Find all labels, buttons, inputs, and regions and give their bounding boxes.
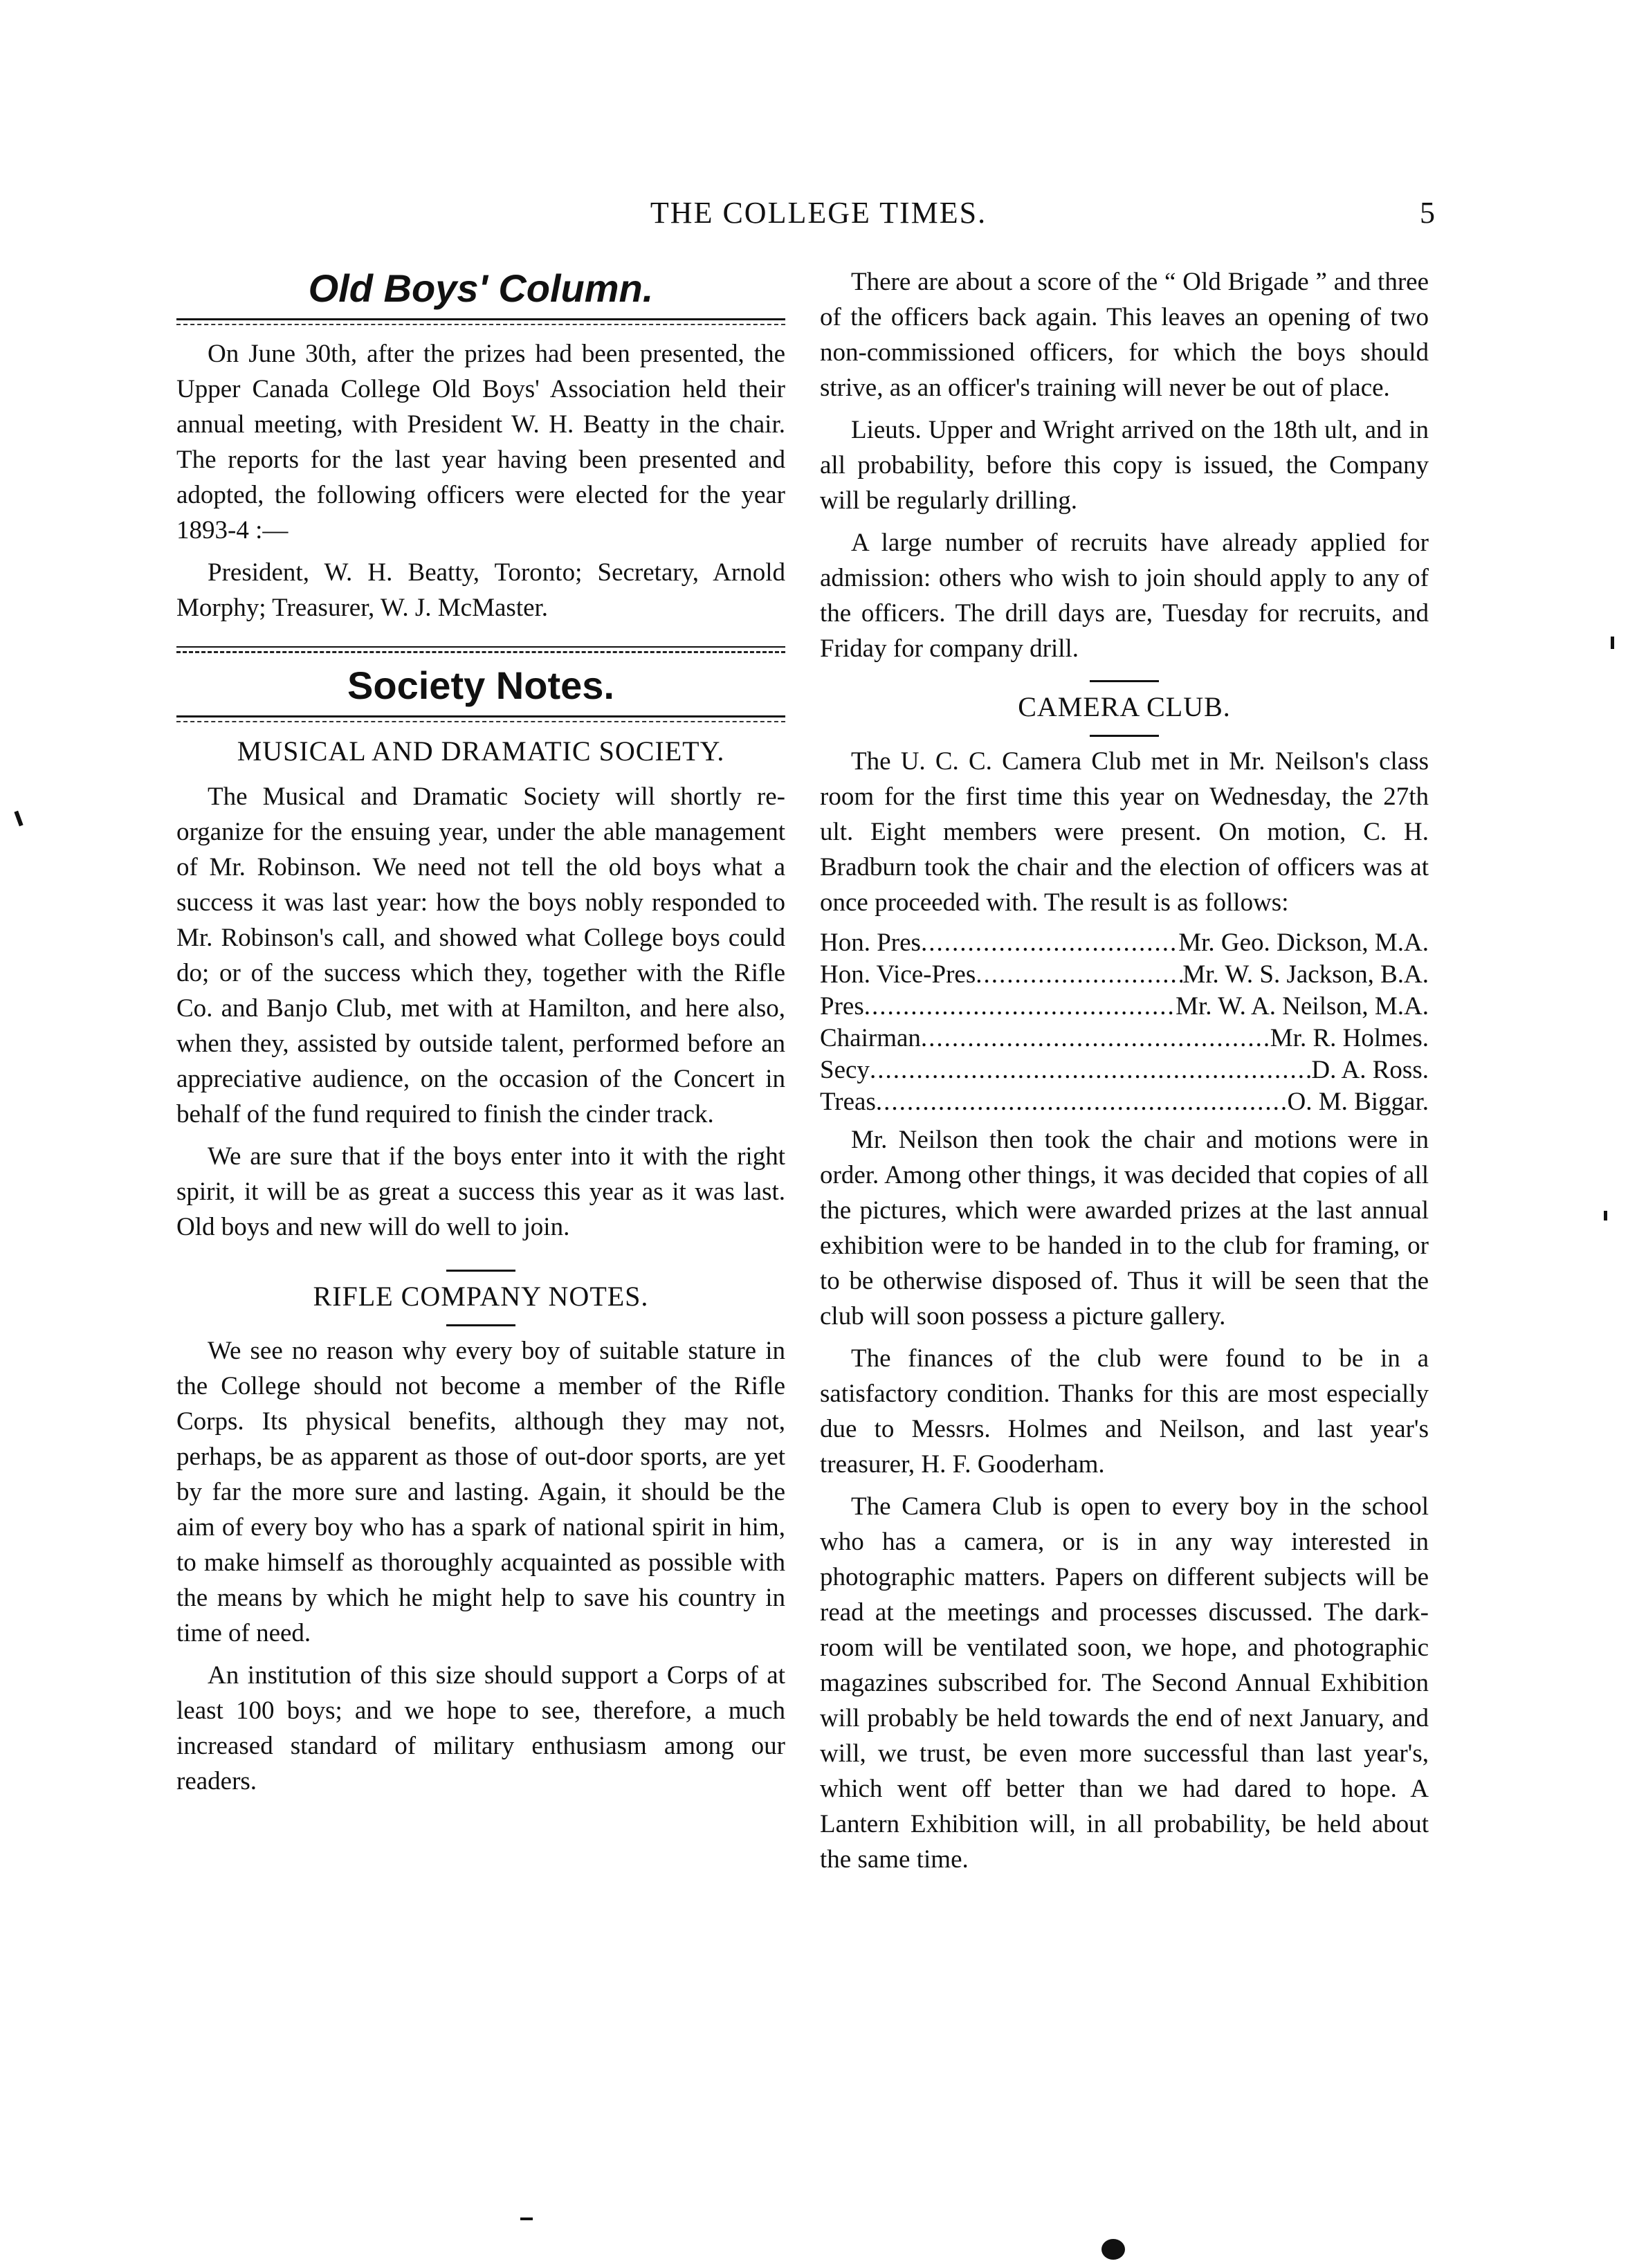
officer-name: D. A. Ross. xyxy=(1311,1056,1429,1084)
musical-paragraph-1: The Musical and Dramatic Society will shortly re-organize for the ensuing year, under the able management of Mr. Robinson. We need not tell the old boys what a success it was last year: how the boys nobly responded to Mr. Robinson's call, and showed what College boys could do; or of the success which they, together with the Rifle Co. and Banjo Club, met with at Hamilton, and here also, when they, assisted by outside talent, performed before an appreciative audience, on the occasion of the Concert in behalf of the fund required to finish the cinder track. xyxy=(176,783,785,1128)
old-boys-paragraph-1: On June 30th, after the prizes had been presented, the Upper Canada College Old Boys' Association held their annual meeting, with President W. H. Beatty in the chair. The reports for the last year having been presented and adopted, the following officers were elected for the year 1893-4 :— xyxy=(176,340,785,545)
rifle-continued-paragraph-2: Lieuts. Upper and Wright arrived on the 18th ult, and in all probability, before this copy is issued, the Company will be regularly drilling. xyxy=(820,416,1429,515)
old-boys-heading: Old Boys' Column. xyxy=(308,266,654,310)
scan-speck xyxy=(1611,637,1614,649)
rifle-company-heading: RIFLE COMPANY NOTES. xyxy=(313,1281,649,1312)
section-divider xyxy=(176,646,785,653)
officer-row xyxy=(820,959,1429,991)
camera-club-officers-list xyxy=(820,927,1429,1118)
scan-speck xyxy=(1101,2239,1125,2260)
scan-speck xyxy=(520,2217,533,2220)
short-rule xyxy=(1090,735,1159,737)
page-number: 5 xyxy=(1420,196,1436,230)
officer-name: Mr. W. A. Neilson, M.A. xyxy=(1176,992,1429,1021)
camera-paragraph-3: The Camera Club is open to every boy in the school who has a camera, or is in any way interested in photographic matters. Papers on different subjects will be read at the meetings and processes discussed. The dark-room will be ventilated soon, we hope, and photographic magazines subscribed for. The Second Annual Exhibition will probably be held towards the end of next January, and will, we trust, be even more successful than last year's, which went off better than we had dared to hope. A Lantern Exhibition will, in all probability, be held about the same time. xyxy=(820,1492,1429,1874)
camera-intro-paragraph: The U. C. C. Camera Club met in Mr. Neilson's class room for the first time this year on Wednesday, the 27th ult. Eight members were present. On motion, C. H. Bradburn took the chair and the election of officers was at once proceeded with. The result is as follows: xyxy=(820,747,1429,917)
officer-name: Mr. W. S. Jackson, B.A. xyxy=(1182,960,1429,989)
heading-rule xyxy=(176,715,785,722)
officer-role: Treas xyxy=(820,1088,876,1116)
officer-row xyxy=(820,1086,1429,1118)
camera-paragraph-2: The finances of the club were found to be in a satisfactory condition. Thanks for this are most especially due to Messrs. Holmes and Neilson, and last year's treasurer, H. F. Gooderham. xyxy=(820,1344,1429,1479)
left-column xyxy=(176,264,785,1806)
scan-speck xyxy=(14,811,23,827)
musical-society-heading: MUSICAL AND DRAMATIC SOCIETY. xyxy=(237,735,725,767)
short-rule xyxy=(446,1270,515,1272)
officer-name: Mr. R. Holmes. xyxy=(1270,1024,1429,1052)
short-rule xyxy=(446,1324,515,1326)
officer-row xyxy=(820,927,1429,959)
camera-paragraph-1: Mr. Neilson then took the chair and motions were in order. Among other things, it was decided that copies of all the pictures, which were awarded prizes at the last annual exhibition were to be handed in to the club for framing, or to be otherwise disposed of. Thus it will be seen that the club will soon possess a picture gallery. xyxy=(820,1126,1429,1330)
short-rule xyxy=(1090,680,1159,682)
running-head xyxy=(0,195,1637,237)
officer-role: Hon. Pres xyxy=(820,929,921,957)
officer-role: Secy xyxy=(820,1056,870,1084)
officer-role: Pres xyxy=(820,992,864,1021)
old-boys-paragraph-2: President, W. H. Beatty, Toronto; Secretary, Arnold Morphy; Treasurer, W. J. McMaster. xyxy=(176,558,785,622)
scan-speck xyxy=(1604,1211,1607,1220)
officer-row xyxy=(820,991,1429,1023)
society-notes-heading: Society Notes. xyxy=(347,664,614,707)
officer-role: Hon. Vice-Pres xyxy=(820,960,976,989)
officer-name: Mr. Geo. Dickson, M.A. xyxy=(1178,929,1429,957)
officer-role: Chairman xyxy=(820,1024,921,1052)
right-column xyxy=(820,264,1429,1884)
officer-row xyxy=(820,1023,1429,1054)
rifle-paragraph-2: An institution of this size should support a Corps of at least 100 boys; and we hope to see, therefore, a much increased standard of military enthusiasm among our readers. xyxy=(176,1661,785,1795)
camera-club-heading: CAMERA CLUB. xyxy=(1018,691,1231,722)
officer-name: O. M. Biggar. xyxy=(1287,1088,1429,1116)
rifle-paragraph-1: We see no reason why every boy of suitable stature in the College should not become a member of the Rifle Corps. Its physical benefits, although they may not, perhaps, be as apparent as those of out-door sports, are yet by far the more sure and lasting. Again, it should be the aim of every boy who has a spark of national spirit in him, to make himself as thoroughly acquainted as possible with the means by which he might help to save his country in time of need. xyxy=(176,1337,785,1647)
musical-paragraph-2: We are sure that if the boys enter into it with the right spirit, it will be as great a success this year as it was last. Old boys and new will do well to join. xyxy=(176,1142,785,1241)
officer-row xyxy=(820,1054,1429,1086)
publication-title: THE COLLEGE TIMES. xyxy=(650,196,987,230)
rifle-continued-paragraph-3: A large number of recruits have already applied for admission: others who wish to join should apply to any of the officers. The drill days are, Tuesday for recruits, and Friday for company drill. xyxy=(820,529,1429,663)
rifle-continued-paragraph-1: There are about a score of the “ Old Brigade ” and three of the officers back again. This leaves an opening of two non-commissioned officers, for which the boys should strive, as an officer's training will never be out of place. xyxy=(820,268,1429,402)
heading-rule xyxy=(176,318,785,325)
